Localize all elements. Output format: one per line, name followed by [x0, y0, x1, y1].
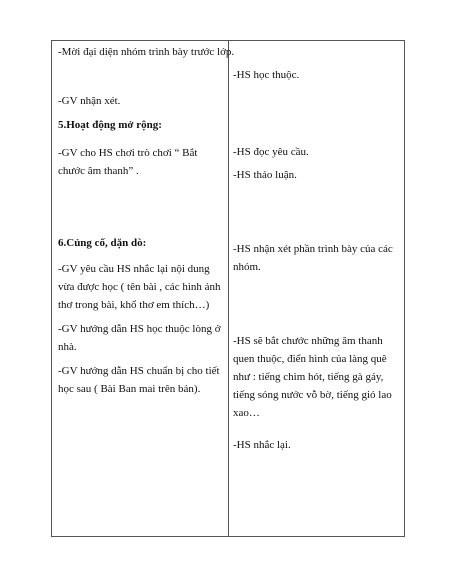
right-line-memorize: -HS học thuộc. — [233, 69, 300, 81]
right-line-imitate: -HS sẽ bắt chước những âm thanh quen thuộc, điển hình của làng quê như : tiếng chim hót, tiếng gà gáy, tiếng sóng nước vỗ bờ, tiếng gió lao xao… — [233, 335, 392, 419]
left-line-recall: -GV yêu cầu HS nhắc lại nội dung vừa được học ( tên bài , các hình ảnh thơ trong bài, khổ thơ em thích…) — [58, 263, 221, 311]
column-divider — [228, 41, 229, 536]
left-line-next-lesson: -GV hướng dẫn HS chuẩn bị cho tiết học sau ( Bài Ban mai trên bản). — [58, 365, 220, 395]
right-line-read-request: -HS đọc yêu cầu. — [233, 146, 309, 158]
right-line-evaluate: -HS nhận xét phần trình bày của các nhóm. — [233, 243, 393, 273]
left-line-game: -GV cho HS chơi trò chơi “ Bắt chước âm thanh” . — [58, 147, 198, 177]
left-line-teacher-comment: -GV nhận xét. — [58, 95, 121, 107]
heading-extension-activity: 5.Hoạt động mở rộng: — [58, 119, 162, 131]
left-line-homework: -GV hướng dẫn HS học thuộc lòng ở nhà. — [58, 323, 221, 353]
lesson-table — [51, 40, 405, 537]
right-line-discuss: -HS thảo luận. — [233, 169, 297, 181]
left-line-present: -Mời đại diện nhóm trình bày trước lớp. — [58, 46, 235, 58]
heading-consolidation: 6.Củng cố, dặn dò: — [58, 237, 147, 249]
right-line-repeat: -HS nhắc lại. — [233, 439, 291, 451]
